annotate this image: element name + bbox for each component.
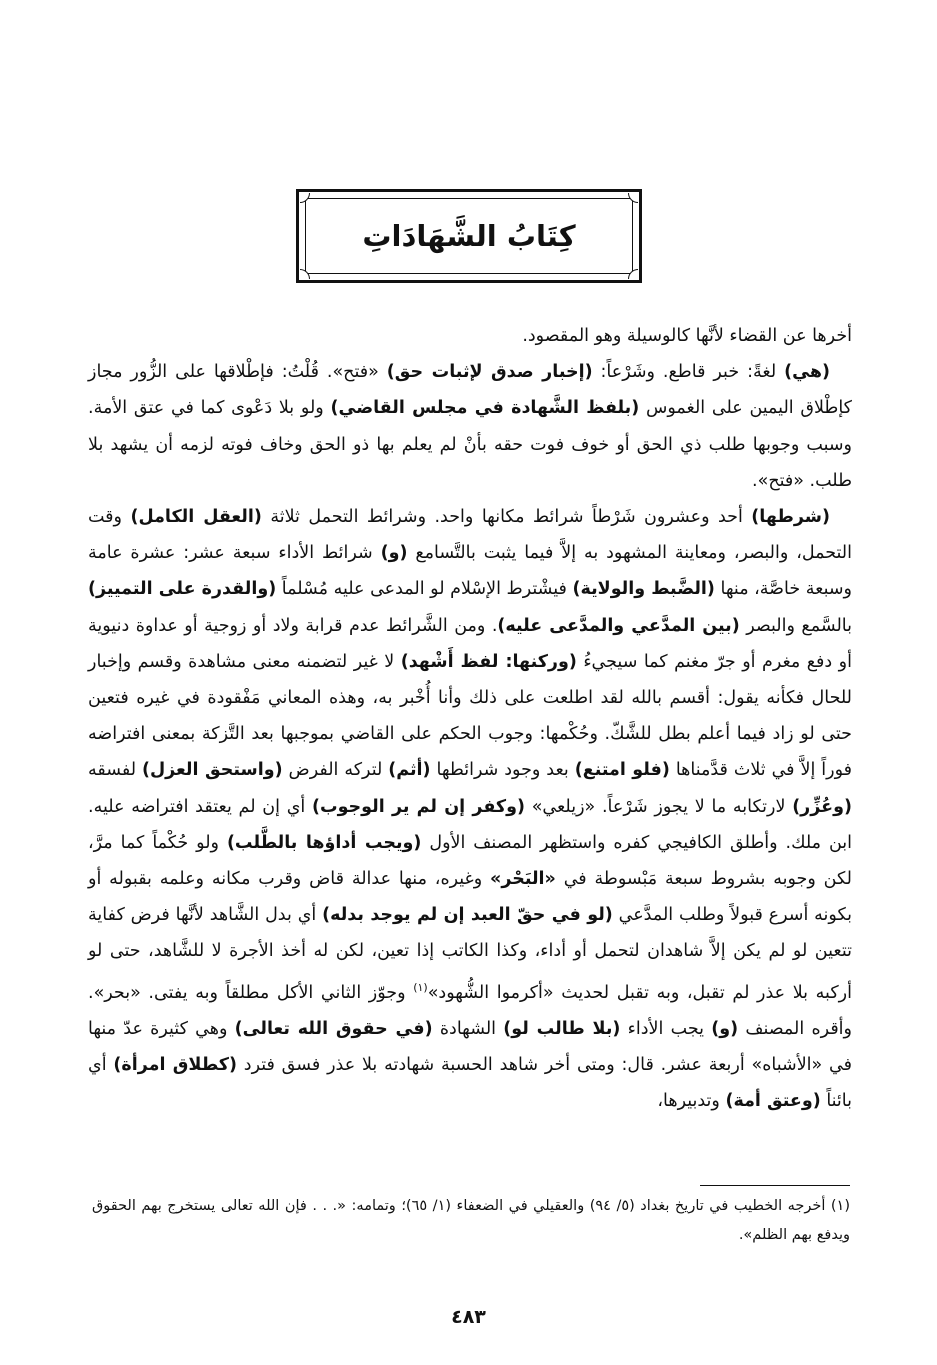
footnote-text: (١) أخرجه الخطيب في تاريخ بغداد (٥/ ٩٤) والعقيلي في الضعفاء (١/ ٦٥)؛ وتمامه: «. . . فإن الله تعالى يستخرج بهم الحقوق ويدفع بهم الظلم».	[92, 1198, 851, 1243]
footnote	[92, 1192, 850, 1250]
chapter-title-frame	[296, 189, 642, 283]
frame-corner-ornament	[300, 193, 310, 203]
chapter-title-inner-frame	[305, 198, 633, 274]
paragraph-conditions: (شرطها) أحد وعشرون شَرْطاً شرائط مكانها واحد. وشرائط التحمل ثلاثة (العقل الكامل) وقت التحمل، والبصر، ومعاينة المشهود به إلاَّ فيما يثبت بالتَّسامع (و) شرائط الأداء سبعة عشر: عشرة عامة وسبعة خاصَّة، منها (الضَّبط والولاية) فيشْترط الإسْلام لو المدعى عليه مُسْلماً (والقدرة على التمييز) بالسَّمع والبصر (بين المدَّعي والمدَّعى عليه). ومن الشَّرائط عدم قرابة ولاد أو زوجية أو عداوة دنيوية أو دفع مغرم أو جرّ مغنم كما سيجيءُ (وركنها: لفظ أَشْهد) لا غير لتضمنه معنى مشاهدة وقسم وإخبار للحال فكأنه يقول: أقسم بالله لقد اطلعت على ذلك وأنا أُخْبر به، وهذه المعاني مَفْقودة في غيره فتعين حتى لو زاد فيما أعلم بطل للشَّكّ. وحُكْمها: وجوب الحكم على القاضي بموجبها بعد التَّزكة بمعنى افتراضه فوراً إلاَّ في ثلاث قدَّمناها (فلو امتنع) بعد وجود شرائطها (أثم) لتركه الفرض (واستحق العزل) لفسقه (وعُزِّر) لارتكابه ما لا يجوز شَرْعاً. «زيلعي» (وكفر إن لم ير الوجوب) أي إن لم يعتقد افتراضه عليه. ابن ملك. وأطلق الكافيجي كفره واستظهر المصنف الأول (ويجب أداؤها بالطَّلب) ولو حُكْماً كما مرَّ، لكن وجوبه بشروط سبعة مَبْسوطة في «البَحْر» وغيره، منها عدالة قاض وقرب مكانه وعلمه بقبوله أو بكونه أسرع قبولاً وطلب المدَّعي (لو في حقّ العبد إن لم يوجد بدله) أي بدل الشَّاهد لأنَّها فرض كفاية تتعين لو لم يكن إلاَّ شاهدان لتحمل أو أداء، وكذا الكاتب إذا تعين، لكن له أخذ الأجرة لا للشَّاهد، حتى لو أركبه بلا عذر لم تقبل، وبه تقبل لحديث «أكرموا الشُّهود»$^{(١)}$ وجوّز الثاني الأكل مطلقاً وبه يفتى. «بحر». وأقره المصنف (و) يجب الأداء (بلا طالب لو) الشهادة (في حقوق الله تعالى) وهي كثيرة عدّ منها في «الأشباه» أربعة عشر. قال: ومتى أخر شاهد الحسبة شهادته بلا عذر فسق فترد (كطلاق امرأة) أي بائناً (وعتق أمة) وتدبيرها،	[88, 507, 853, 1112]
footnote-separator	[700, 1185, 850, 1186]
paragraph-intro: أخرها عن القضاء لأنَّها كالوسيلة وهو المقصود.	[522, 326, 852, 346]
chapter-title: كِتَابُ الشَّهَادَاتِ	[362, 219, 576, 253]
frame-corner-ornament	[300, 269, 310, 279]
paragraph-definition: (هي) لغةً: خبر قاطع. وشَرْعاً: (إخبار صدق لإثبات حق) «فتح». قُلْتُ: فإطْلاقها على الزُّور مجاز كإطْلاق اليمين على الغموس (بلفظ الشَّهادة في مجلس القاضي) ولو بلا دَعْوى كما في عتق الأمة. وسبب وجوبها طلب ذي الحق أو خوف فوت حقه بأنْ لم يعلم بها ذو الحق وخاف فوته لزمه أن يشهد بلا طلب. «فتح».	[88, 362, 852, 491]
frame-corner-ornament	[628, 193, 638, 203]
footnote-marker: (١)	[413, 980, 428, 994]
page-number: ٤٨٣	[451, 1306, 486, 1328]
main-text	[88, 318, 852, 1119]
frame-corner-ornament	[628, 269, 638, 279]
